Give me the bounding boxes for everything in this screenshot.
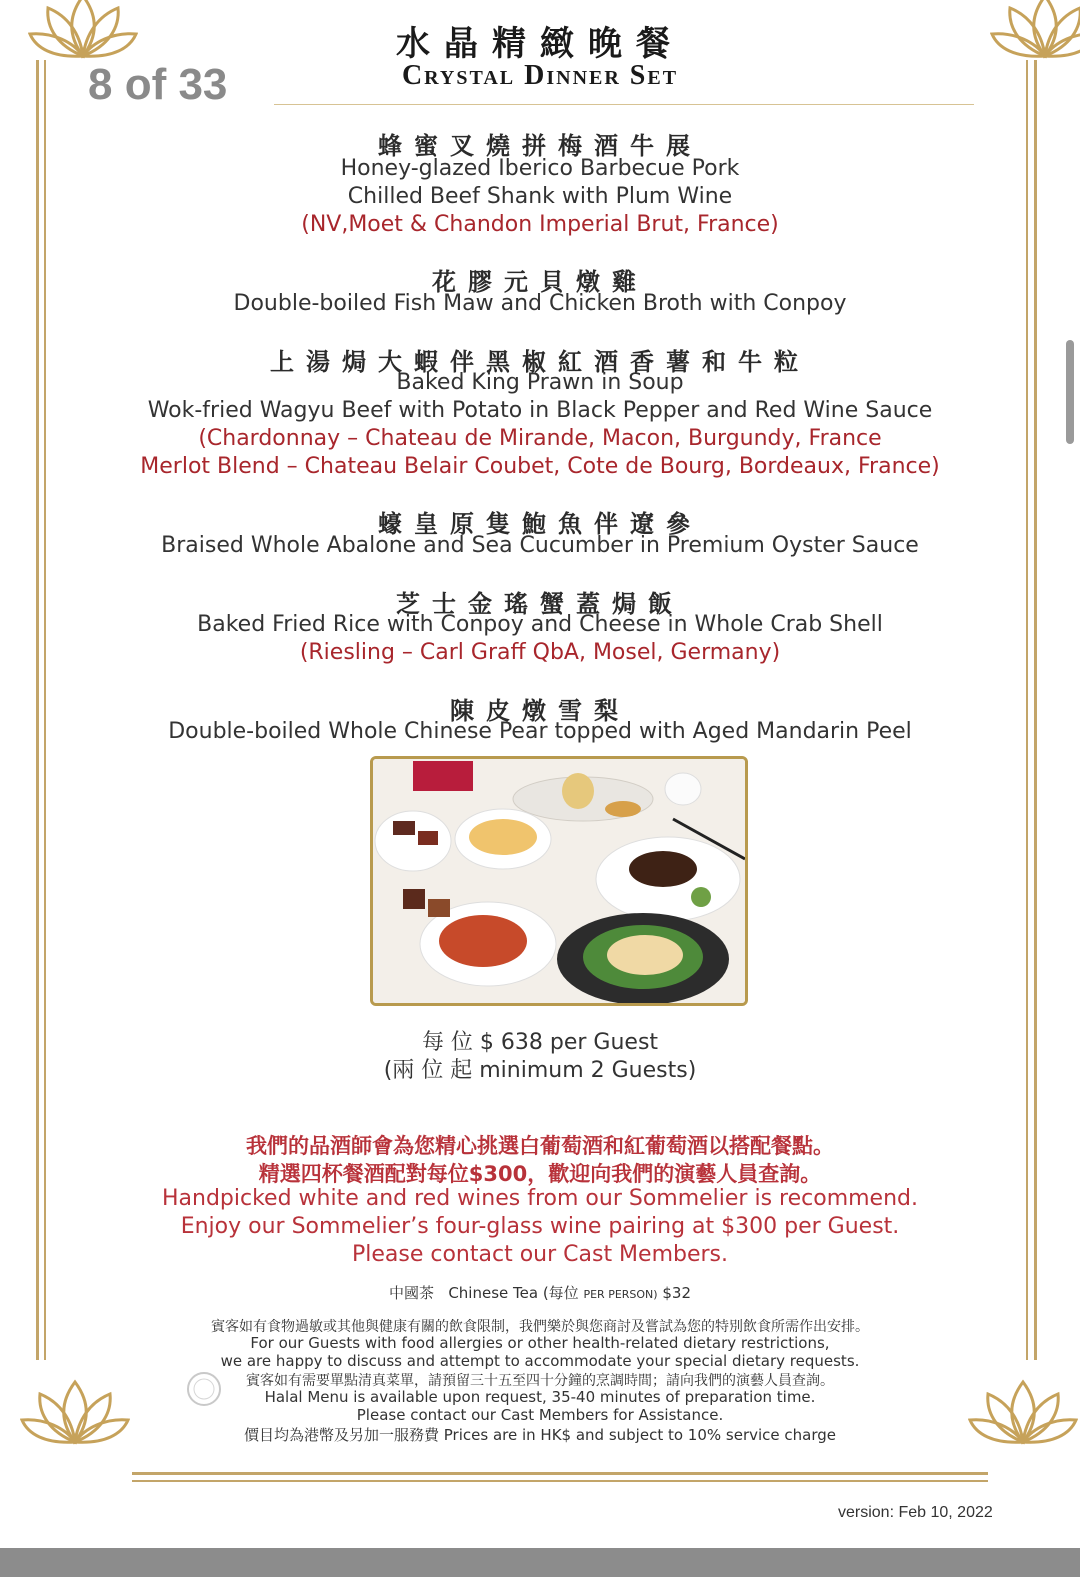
header-divider (274, 104, 974, 105)
footnote-4: 賓客如有需要單點清真菜單，請預留三十五至四十分鐘的烹調時間；請向我們的演藝人員查詢。 (246, 1373, 834, 1389)
course-2-en-1: Double-boiled Fish Maw and Chicken Broth with Conpoy (233, 291, 847, 316)
course-4-en-1: Braised Whole Abalone and Sea Cucumber in Premium Oyster Sauce (161, 533, 919, 558)
bottom-border-line (132, 1472, 988, 1475)
sommelier-en-2: Enjoy our Sommelier’s four-glass wine pairing at $300 per Guest. (180, 1214, 900, 1239)
title-english: Crystal Dinner Set (401, 60, 679, 91)
title-chinese: 水晶精緻晚餐 (396, 24, 684, 64)
sommelier-cn-2: 精選四杯餐酒配對每位$300，歡迎向我們的演藝人員查詢。 (258, 1162, 822, 1186)
course-1-en-2: Chilled Beef Shank with Plum Wine (347, 184, 733, 209)
footnote-5: Halal Menu is available upon request, 35-40 minutes of preparation time. (264, 1388, 816, 1406)
price-per-guest: 每 位 $ 638 per Guest (421, 1030, 659, 1055)
bottom-border-line-inner (132, 1480, 988, 1482)
food-illustration (373, 759, 745, 1003)
footnote-2: For our Guests with food allergies or other health-related dietary restrictions, (250, 1334, 830, 1352)
page-counter: 8 of 33 (88, 60, 228, 109)
course-1-cn: 蜂蜜叉燒拼梅酒牛展 (378, 132, 702, 160)
version-label: version: Feb 10, 2022 (838, 1504, 993, 1521)
footnote-6: Please contact our Cast Members for Assistance. (356, 1406, 724, 1424)
course-1-en-1: Honey-glazed Iberico Barbecue Pork (340, 156, 740, 181)
course-2-cn: 花膠元貝燉雞 (432, 268, 648, 296)
scrollbar-thumb[interactable] (1066, 340, 1074, 444)
course-5-cn: 芝士金瑤蟹蓋焗飯 (396, 590, 684, 618)
course-3-wine-1: (Chardonnay – Chateau de Mirande, Macon, Burgundy, France (198, 426, 882, 451)
tea-per-en: PER PERSON) (583, 1288, 658, 1301)
course-3-en-1: Baked King Prawn in Soup (396, 370, 684, 395)
course-6-en-1: Double-boiled Whole Chinese Pear topped with Aged Mandarin Peel (168, 719, 912, 744)
sommelier-en-3: Please contact our Cast Members. (351, 1242, 729, 1267)
course-3-wine-2: Merlot Blend – Chateau Belair Coubet, Cote de Bourg, Bordeaux, France) (140, 454, 940, 479)
course-4-cn: 蠔皇原隻鮑魚伴遼參 (378, 510, 702, 538)
course-5-en-1: Baked Fried Rice with Conpoy and Cheese in Whole Crab Shell (197, 612, 883, 637)
footnote-3: we are happy to discuss and attempt to accommodate your special dietary requests. (220, 1352, 860, 1370)
tea-cn: 中國茶 (388, 1284, 434, 1302)
chinese-tea-line (0, 1282, 1080, 1303)
sommelier-cn-1: 我們的品酒師會為您精心挑選白葡萄酒和紅葡萄酒以搭配餐點。 (246, 1134, 834, 1158)
course-3-en-2: Wok-fried Wagyu Beef with Potato in Black Pepper and Red Wine Sauce (147, 398, 933, 423)
tea-price: $32 (662, 1284, 692, 1302)
course-1-wine: (NV,Moet & Chandon Imperial Brut, France) (301, 212, 779, 237)
bottom-bar (0, 1548, 1080, 1577)
course-6-cn: 陳皮燉雪梨 (450, 697, 630, 725)
sommelier-en-1: Handpicked white and red wines from our Sommelier is recommend. (161, 1186, 918, 1211)
dinner-set-photo (370, 756, 748, 1006)
footnote-1: 賓客如有食物過敏或其他與健康有關的飲食限制，我們樂於與您商討及嘗試為您的特別飲食所需作出安排。 (211, 1319, 869, 1335)
course-3-cn: 上湯焗大蝦伴黑椒紅酒香薯和牛粒 (270, 348, 810, 376)
tea-per-cn: (每位 (542, 1284, 579, 1302)
tea-en: Chinese Tea (448, 1284, 539, 1302)
halal-seal-icon (186, 1371, 222, 1407)
footnote-7: 價目均為港幣及另加一服務費 Prices are in HK$ and subject to 10% service charge (244, 1426, 836, 1444)
price-minimum-guests: (兩 位 起 minimum 2 Guests) (383, 1058, 697, 1083)
course-5-wine: (Riesling – Carl Graff QbA, Mosel, Germany) (299, 640, 781, 665)
